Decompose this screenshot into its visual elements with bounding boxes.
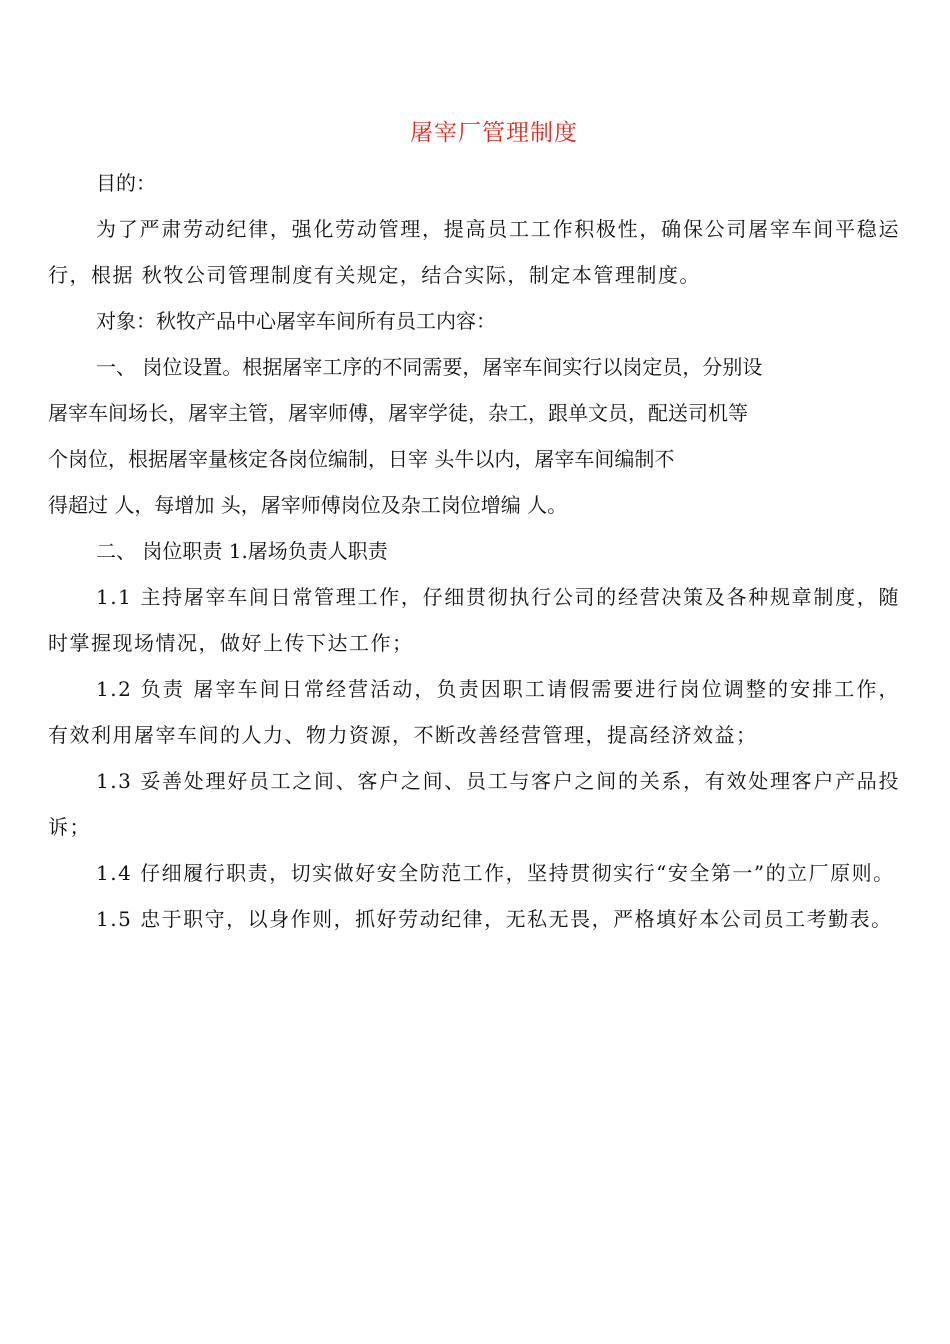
duty-item: 1.1 主持屠宰车间日常管理工作，仔细贯彻执行公司的经营决策及各种规章制度，随时掌握现场情况，做好上传下达工作； — [48, 585, 900, 655]
purpose-paragraph: 为了严肃劳动纪律，强化劳动管理，提高员工工作积极性，确保公司屠宰车间平稳运行，根据 秋牧公司管理制度有关规定，结合实际，制定本管理制度。 — [48, 217, 900, 287]
section1-line: 个岗位，根据屠宰量核定各岗位编制，日宰 头牛以内，屠宰车间编制不 — [48, 447, 675, 471]
purpose-label: 目的： — [96, 171, 156, 195]
duty-item: 1.2 负责 屠宰车间日常经营活动，负责因职工请假需要进行岗位调整的安排工作，有效利用屠宰车间的人力、物力资源，不断改善经营管理，提高经济效益； — [48, 677, 900, 747]
section1-line: 屠宰车间场长，屠宰主管，屠宰师傅，屠宰学徒，杂工，跟单文员，配送司机等 — [48, 401, 748, 425]
section1-line: 一、 岗位设置。根据屠宰工序的不同需要，屠宰车间实行以岗定员，分别设 — [96, 355, 763, 379]
section2-heading: 二、 岗位职责 1.屠场负责人职责 — [96, 539, 388, 563]
duty-item: 1.4 仔细履行职责，切实做好安全防范工作，坚持贯彻实行“安全第一”的立厂原则。 — [96, 861, 895, 885]
duty-item: 1.5 忠于职守，以身作则，抓好劳动纪律，无私无畏，严格填好本公司员工考勤表。 — [96, 907, 893, 931]
section1-line: 得超过 人，每增加 头，屠宰师傅岗位及杂工岗位增编 人。 — [48, 493, 568, 517]
document-body — [48, 160, 900, 942]
document-title: 屠宰厂管理制度 — [410, 120, 578, 146]
duty-item: 1.3 妥善处理好员工之间、客户之间、员工与客户之间的关系，有效处理客户产品投诉； — [48, 769, 900, 839]
scope-paragraph: 对象：秋牧产品中心屠宰车间所有员工内容： — [96, 309, 496, 333]
